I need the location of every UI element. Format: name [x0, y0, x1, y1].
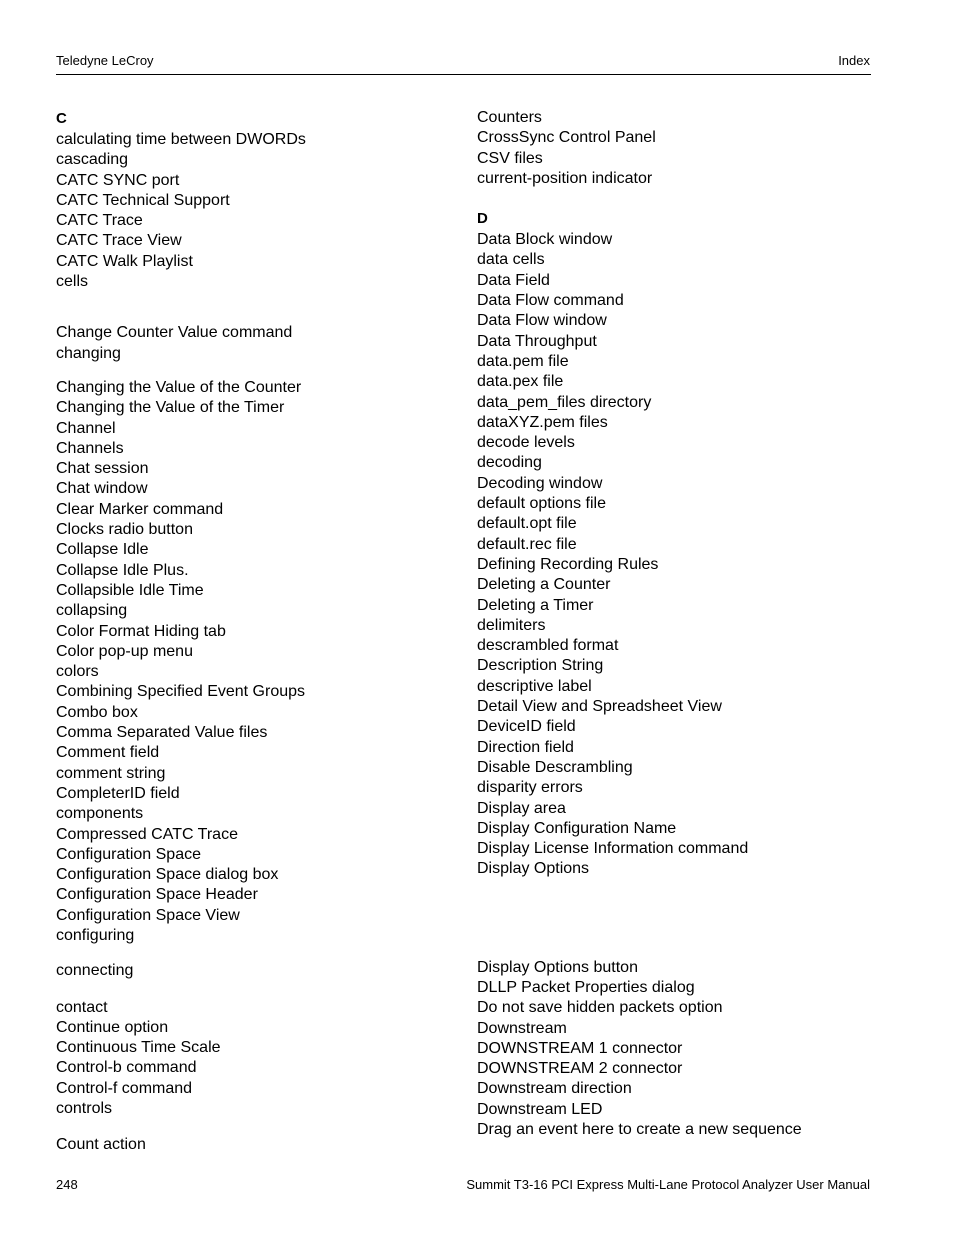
index-entry: decoding	[477, 454, 542, 472]
index-entry: Chat window	[56, 480, 148, 498]
index-entry: DOWNSTREAM 2 connector	[477, 1060, 683, 1078]
header-section: Index	[838, 53, 870, 68]
index-entry: Downstream LED	[477, 1100, 603, 1118]
index-entry: Display Options	[477, 860, 590, 878]
index-entry: Combo box	[56, 703, 138, 721]
index-entry: disparity errors	[477, 779, 583, 797]
index-entry: Collapsible Idle Time	[56, 581, 204, 599]
index-entry: descrambled format	[477, 637, 619, 655]
index-entry: Downstream direction	[477, 1080, 632, 1098]
index-entry: Disable Descrambling	[477, 758, 633, 776]
index-entry: delimiters	[477, 616, 546, 634]
index-entry: Display License Information command	[477, 840, 749, 858]
index-entry: Display area	[477, 799, 566, 817]
index-entry: Clocks radio button	[56, 521, 193, 539]
index-entry: Compressed CATC Trace	[56, 825, 238, 843]
index-entry: data.pex file	[477, 373, 564, 391]
index-entry: Continuous Time Scale	[56, 1039, 221, 1057]
index-entry: Comma Separated Value files	[56, 724, 268, 742]
index-entry: Direction field	[477, 738, 574, 756]
index-entry: DeviceID field	[477, 718, 576, 736]
index-entry: Display Options button	[477, 958, 638, 976]
index-entry: Collapse Idle	[56, 541, 149, 559]
index-entry: DOWNSTREAM 1 connector	[477, 1039, 683, 1057]
index-entry: Control-f command	[56, 1079, 193, 1097]
index-entry: Display Configuration Name	[477, 819, 677, 837]
index-entry: Count action	[56, 1136, 146, 1154]
index-entry: CATC Technical Support	[56, 191, 230, 209]
index-entry: Changing the Value of the Counter	[56, 378, 302, 396]
index-entry: Drag an event here to create a new sequence	[477, 1121, 802, 1139]
index-entry: Comment field	[56, 744, 160, 762]
page-number: 248	[56, 1177, 78, 1192]
index-entry: Configuration Space	[56, 845, 201, 863]
index-entry: Configuration Space dialog box	[56, 866, 279, 884]
index-entry: connecting	[56, 962, 134, 980]
index-entry: Deleting a Counter	[477, 576, 611, 594]
index-entry: Data Flow command	[477, 292, 624, 310]
index-entry: CATC SYNC port	[56, 171, 180, 189]
index-entry: Configuration Space View	[56, 906, 240, 924]
index-letter-d: D	[477, 210, 488, 228]
index-entry: collapsing	[56, 602, 128, 620]
index-entry: CompleterID field	[56, 784, 180, 802]
index-column-left	[56, 108, 456, 1156]
index-entry: configuring	[56, 926, 135, 944]
index-entry: Data Block window	[477, 231, 613, 249]
index-entry: CATC Walk Playlist	[56, 252, 193, 270]
manual-title: Summit T3-16 PCI Express Multi-Lane Protocol Analyzer User Manual	[466, 1177, 870, 1192]
index-entry: Collapse Idle Plus.	[56, 561, 189, 579]
index-entry: Detail View and Spreadsheet View	[477, 698, 722, 716]
index-entry: CSV files	[477, 149, 543, 167]
index-entry: contact	[56, 998, 108, 1016]
index-entry: changing	[56, 344, 121, 362]
index-entry: Decoding window	[477, 474, 603, 492]
index-entry: CATC Trace	[56, 212, 143, 230]
index-entry: Control-b command	[56, 1059, 197, 1077]
index-entry: Deleting a Timer	[477, 596, 594, 614]
index-entry: Color Format Hiding tab	[56, 622, 226, 640]
index-entry: Configuration Space Header	[56, 886, 258, 904]
index-entry: Description String	[477, 657, 604, 675]
index-entry: Defining Recording Rules	[477, 555, 659, 573]
index-entry: Changing the Value of the Timer	[56, 399, 285, 417]
index-entry: colors	[56, 663, 99, 681]
index-entry: data cells	[477, 251, 545, 269]
index-entry: default.rec file	[477, 535, 577, 553]
index-entry: Clear Marker command	[56, 500, 224, 518]
index-entry: Chat session	[56, 460, 149, 478]
index-entry: Change Counter Value command	[56, 324, 293, 342]
index-entry: Channel	[56, 419, 116, 437]
index-entry: Counters	[477, 109, 542, 126]
index-entry: dataXYZ.pem files	[477, 413, 608, 431]
index-entry: data.pem file	[477, 352, 569, 370]
index-entry: calculating time between DWORDs	[56, 131, 306, 148]
index-entry: DLLP Packet Properties dialog	[477, 978, 695, 996]
index-entry: controls	[56, 1100, 113, 1118]
index-entry: descriptive label	[477, 677, 592, 695]
index-entry: current-position indicator	[477, 169, 653, 187]
index-entry: Combining Specified Event Groups	[56, 683, 306, 701]
index-entry: Data Field	[477, 271, 550, 289]
index-letter-c: C	[56, 110, 67, 127]
index-entry: Color pop-up menu	[56, 642, 193, 660]
index-entry: default options file	[477, 495, 606, 513]
index-entry: CrossSync Control Panel	[477, 129, 656, 147]
index-entry: data_pem_files directory	[477, 393, 652, 411]
header-divider	[56, 74, 871, 75]
index-entry: cascading	[56, 151, 129, 169]
index-entry: decode levels	[477, 434, 575, 452]
index-entry: Channels	[56, 439, 124, 457]
index-entry: components	[56, 805, 144, 823]
index-entry: cells	[56, 273, 89, 291]
header-company: Teledyne LeCroy	[56, 53, 154, 68]
index-entry: Data Throughput	[477, 332, 597, 350]
index-column-right	[477, 108, 877, 1140]
index-entry: Data Flow window	[477, 312, 607, 330]
index-entry: Continue option	[56, 1018, 169, 1036]
index-entry: Do not save hidden packets option	[477, 999, 723, 1017]
index-entry: CATC Trace View	[56, 232, 182, 250]
index-entry: default.opt file	[477, 515, 577, 533]
index-entry: Downstream	[477, 1019, 567, 1037]
index-entry: comment string	[56, 764, 166, 782]
